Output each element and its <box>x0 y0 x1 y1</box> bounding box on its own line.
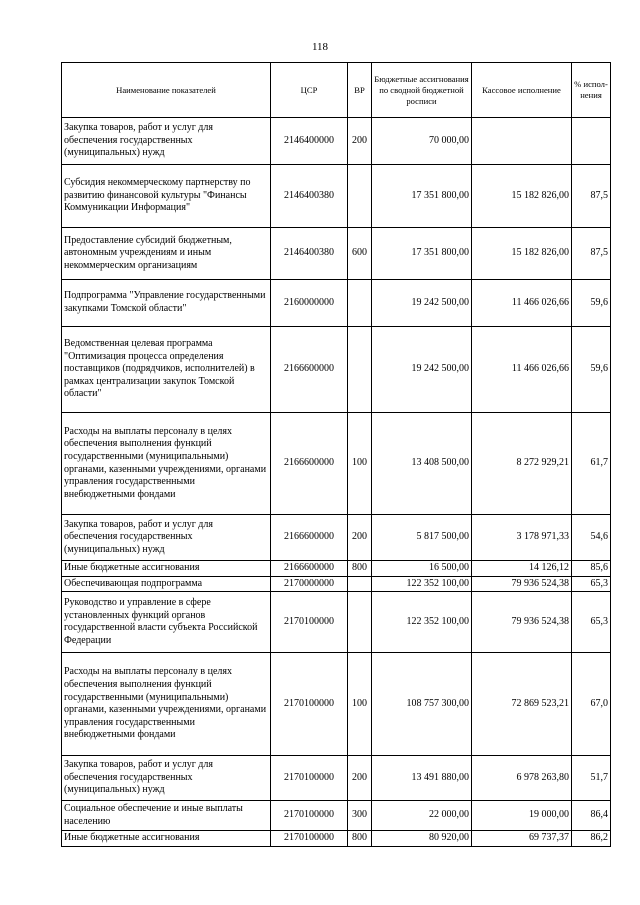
row-cash: 15 182 826,00 <box>472 165 572 228</box>
row-percent <box>572 118 611 165</box>
row-name: Обеспечивающая подпрограмма <box>62 576 271 592</box>
row-vr: 100 <box>348 413 372 515</box>
table-row <box>62 756 611 801</box>
table-row <box>62 561 611 577</box>
table-row <box>62 118 611 165</box>
row-vr: 600 <box>348 228 372 280</box>
row-name: Закупка товаров, работ и услуг для обеспечения государственных (муниципальных) нужд <box>62 118 271 165</box>
row-csr: 2170100000 <box>271 592 348 653</box>
row-allocation: 17 351 800,00 <box>372 165 472 228</box>
row-vr: 100 <box>348 653 372 756</box>
row-cash: 6 978 263,80 <box>472 756 572 801</box>
page-number: 118 <box>311 41 329 53</box>
row-csr: 2170100000 <box>271 831 348 847</box>
table-header-row <box>62 63 611 118</box>
row-cash: 69 737,37 <box>472 831 572 847</box>
row-name: Подпрограмма "Управление государственными закупками Томской области" <box>62 280 271 327</box>
row-name: Руководство и управление в сфере установленных функций органов государственной власти субъекта Российской Федерации <box>62 592 271 653</box>
row-percent: 59,6 <box>572 280 611 327</box>
row-name: Закупка товаров, работ и услуг для обеспечения государственных (муниципальных) нужд <box>62 515 271 561</box>
row-percent: 54,6 <box>572 515 611 561</box>
row-percent: 86,2 <box>572 831 611 847</box>
row-cash: 15 182 826,00 <box>472 228 572 280</box>
table-row <box>62 831 611 847</box>
row-name: Иные бюджетные ассигнования <box>62 831 271 847</box>
row-allocation: 13 491 880,00 <box>372 756 472 801</box>
row-percent: 86,4 <box>572 801 611 831</box>
budget-execution-table <box>61 62 611 847</box>
row-name: Закупка товаров, работ и услуг для обеспечения государственных (муниципальных) нужд <box>62 756 271 801</box>
row-percent: 51,7 <box>572 756 611 801</box>
table-row <box>62 413 611 515</box>
row-cash: 79 936 524,38 <box>472 576 572 592</box>
row-allocation: 19 242 500,00 <box>372 327 472 413</box>
row-name: Ведомственная целевая программа "Оптимизация процесса определения поставщиков (подрядчиков, исполнителей) в рамках централизации закупок Томской области" <box>62 327 271 413</box>
row-csr: 2170100000 <box>271 756 348 801</box>
table-row <box>62 228 611 280</box>
row-csr: 2170100000 <box>271 801 348 831</box>
row-csr: 2166600000 <box>271 561 348 577</box>
row-csr: 2166600000 <box>271 515 348 561</box>
row-cash: 14 126,12 <box>472 561 572 577</box>
row-csr: 2160000000 <box>271 280 348 327</box>
header-csr: ЦСР <box>271 63 348 118</box>
row-csr: 2146400380 <box>271 228 348 280</box>
row-allocation: 16 500,00 <box>372 561 472 577</box>
row-cash: 11 466 026,66 <box>472 327 572 413</box>
row-allocation: 22 000,00 <box>372 801 472 831</box>
row-cash: 72 869 523,21 <box>472 653 572 756</box>
row-vr: 200 <box>348 515 372 561</box>
row-percent: 65,3 <box>572 592 611 653</box>
row-name: Социальное обеспечение и иные выплаты населению <box>62 801 271 831</box>
row-allocation: 13 408 500,00 <box>372 413 472 515</box>
row-percent: 67,0 <box>572 653 611 756</box>
row-vr <box>348 280 372 327</box>
row-cash: 8 272 929,21 <box>472 413 572 515</box>
row-csr: 2166600000 <box>271 413 348 515</box>
row-cash: 11 466 026,66 <box>472 280 572 327</box>
row-csr: 2146400000 <box>271 118 348 165</box>
row-vr <box>348 592 372 653</box>
row-vr: 200 <box>348 118 372 165</box>
row-cash: 3 178 971,33 <box>472 515 572 561</box>
table-row <box>62 327 611 413</box>
row-name: Расходы на выплаты персоналу в целях обеспечения выполнения функций государственными (муниципальными) органами, казенными учреждениями, органами управления государственными внебюджетными фондами <box>62 653 271 756</box>
row-allocation: 122 352 100,00 <box>372 576 472 592</box>
header-name: Наименование показателей <box>62 63 271 118</box>
row-csr: 2146400380 <box>271 165 348 228</box>
row-allocation: 70 000,00 <box>372 118 472 165</box>
table-row <box>62 653 611 756</box>
table-row <box>62 801 611 831</box>
table-row <box>62 592 611 653</box>
table-row <box>62 515 611 561</box>
row-csr: 2170000000 <box>271 576 348 592</box>
row-vr <box>348 327 372 413</box>
row-allocation: 80 920,00 <box>372 831 472 847</box>
header-allocations: Бюджетные ассигнования по сводной бюджетной росписи <box>372 63 472 118</box>
table-row <box>62 165 611 228</box>
row-name: Субсидия некоммерческому партнерству по развитию финансовой культуры "Финансы Коммуникации Информация" <box>62 165 271 228</box>
table-row <box>62 280 611 327</box>
row-vr: 800 <box>348 831 372 847</box>
row-cash: 19 000,00 <box>472 801 572 831</box>
row-allocation: 5 817 500,00 <box>372 515 472 561</box>
row-vr: 800 <box>348 561 372 577</box>
row-percent: 87,5 <box>572 165 611 228</box>
row-name: Предоставление субсидий бюджетным, автономным учреждениям и иным некоммерческим организациям <box>62 228 271 280</box>
row-percent: 85,6 <box>572 561 611 577</box>
row-name: Расходы на выплаты персоналу в целях обеспечения выполнения функций государственными (муниципальными) органами, казенными учреждениями, органами управления государственными внебюджетными фондами <box>62 413 271 515</box>
row-allocation: 122 352 100,00 <box>372 592 472 653</box>
table-row <box>62 576 611 592</box>
row-csr: 2170100000 <box>271 653 348 756</box>
row-allocation: 17 351 800,00 <box>372 228 472 280</box>
row-allocation: 19 242 500,00 <box>372 280 472 327</box>
row-allocation: 108 757 300,00 <box>372 653 472 756</box>
row-percent: 59,6 <box>572 327 611 413</box>
header-vr: ВР <box>348 63 372 118</box>
row-cash <box>472 118 572 165</box>
row-cash: 79 936 524,38 <box>472 592 572 653</box>
row-csr: 2166600000 <box>271 327 348 413</box>
header-percent: % испол-нения <box>572 63 611 118</box>
row-vr: 200 <box>348 756 372 801</box>
row-percent: 61,7 <box>572 413 611 515</box>
header-cash-execution: Кассовое исполнение <box>472 63 572 118</box>
row-name: Иные бюджетные ассигнования <box>62 561 271 577</box>
row-vr <box>348 576 372 592</box>
row-percent: 87,5 <box>572 228 611 280</box>
row-percent: 65,3 <box>572 576 611 592</box>
row-vr <box>348 165 372 228</box>
row-vr: 300 <box>348 801 372 831</box>
